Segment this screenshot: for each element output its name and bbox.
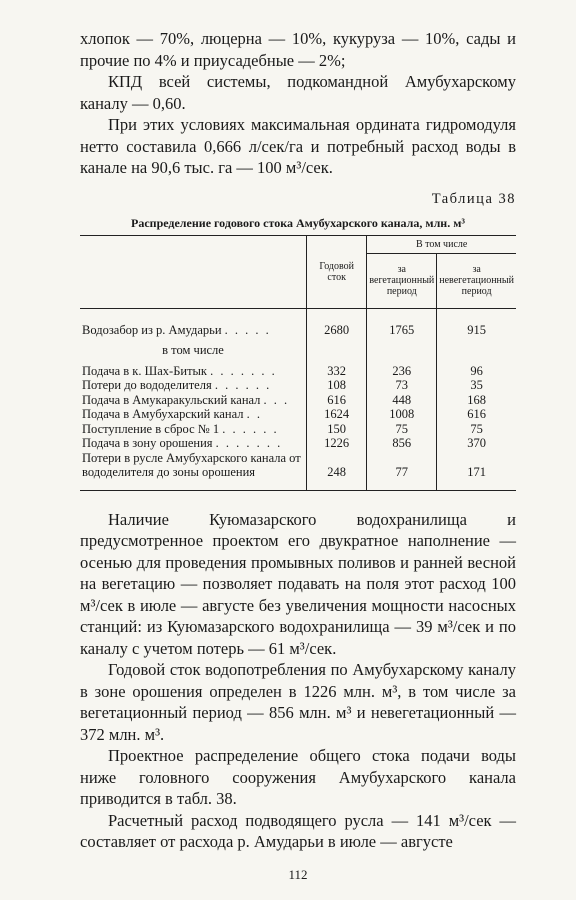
- row-label: Потери в русле Амубухарского канала от вододелителя до зоны орошения: [82, 450, 301, 479]
- table-row: [80, 308, 516, 337]
- paragraph-hydromodule: При этих условиях максимальная ордината гидромодуля нетто составила 0,666 л/сек/га и потребный расход воды в канале на 90,6 тыс. га — 100 м³/сек.: [80, 115, 516, 177]
- table-row: [80, 337, 516, 364]
- table-row: [80, 436, 516, 451]
- header-blank: [80, 235, 307, 308]
- table-row: [80, 364, 516, 379]
- header-annual: Годовой сток: [307, 235, 367, 308]
- header-including: В том числе: [367, 235, 516, 253]
- header-nonveg: за невегетационный период: [437, 253, 516, 308]
- table-caption: Таблица 38: [431, 190, 516, 207]
- cell-veg: 73: [367, 378, 437, 393]
- cell-annual: 1624: [307, 407, 367, 422]
- cell-nonveg: 168: [437, 393, 516, 408]
- cell-annual: 150: [307, 422, 367, 437]
- cell-nonveg: 35: [437, 378, 516, 393]
- cell-nonveg: 96: [437, 364, 516, 379]
- row-label: Подача в зону орошения: [82, 436, 213, 450]
- cell-veg: 77: [367, 451, 437, 491]
- paragraph-efficiency: КПД всей системы, подкомандной Амубухарскому каналу — 0,60.: [80, 72, 516, 113]
- cell-nonveg: 75: [437, 422, 516, 437]
- paragraph-design-flow: Расчетный расход подводящего русла — 141 м³/сек — составляет от расхода р. Амударьи в июле — августе: [80, 810, 516, 851]
- header-veg: за вегетационный период: [367, 253, 437, 308]
- cell-veg: 236: [367, 364, 437, 379]
- row-label: Потери до вододелителя: [82, 378, 212, 392]
- row-subheading: в том числе: [162, 343, 224, 357]
- leader-dots: . .: [246, 407, 262, 421]
- runoff-table: [80, 235, 516, 491]
- cell-veg: 1008: [367, 407, 437, 422]
- leader-dots: . . . . . .: [222, 421, 279, 436]
- row-label: Подача в Амукаракульский канал: [82, 392, 261, 407]
- row-label: Водозабор из р. Амударьи: [82, 322, 222, 337]
- cell-annual: 2680: [307, 308, 367, 337]
- cell-annual: 616: [307, 393, 367, 408]
- cell-nonveg: 915: [437, 308, 516, 337]
- table-title: Распределение годового стока Амубухарского канала, млн. м³: [131, 215, 465, 230]
- row-label: Подача в к. Шах-Битык: [82, 363, 208, 378]
- paragraph-distribution: Проектное распределение общего стока подачи воды ниже головного сооружения Амубухарского канала приводится в табл. 38.: [80, 746, 516, 808]
- cell-nonveg: 370: [437, 436, 516, 451]
- cell-veg: 448: [367, 393, 437, 408]
- leader-dots: . . . . . .: [214, 378, 272, 392]
- leader-dots: . . . . . . .: [215, 436, 283, 450]
- leader-dots: . . . . .: [224, 322, 271, 337]
- paragraph-reservoir: Наличие Куюмазарского водохранилища и предусмотренное проектом его двукратное наполнение — осенью для проведения промывных поливов и ранней весной на вегетацию — позволяет подавать на поля этот расход 100 м³/сек в июле — августе без увеличения мощности насосных станций: из Куюмазарского водохранилища — 39 м³/сек и по каналу с учетом потерь — 61 м³/сек.: [80, 509, 516, 658]
- cell-nonveg: 171: [437, 451, 516, 491]
- leader-dots: . . . . . . .: [210, 363, 277, 378]
- cell-annual: 332: [307, 364, 367, 379]
- paragraph-crops: хлопок — 70%, люцерна — 10%, кукуруза — 10%, сады и прочие по 4% и приусадебные — 2%;: [80, 29, 516, 70]
- cell-veg: 75: [367, 422, 437, 437]
- paragraph-annual-runoff: Годовой сток водопотребления по Амубухарскому каналу в зоне орошения определен в 1226 млн. м³, в том числе за вегетационный период — 856 млн. м³ и невегетационный — 372 млн. м³.: [80, 660, 516, 744]
- cell-annual: 1226: [307, 436, 367, 451]
- cell-annual: 108: [307, 378, 367, 393]
- page-number: 112: [288, 866, 308, 882]
- leader-dots: . . .: [263, 392, 290, 407]
- row-label: Поступление в сброс № 1: [82, 421, 220, 436]
- row-label: Подача в Амубухарский канал: [82, 407, 244, 421]
- table-row: [80, 393, 516, 408]
- table-row: [80, 451, 516, 491]
- table-row: [80, 422, 516, 437]
- table-row: [80, 378, 516, 393]
- cell-veg: 1765: [367, 308, 437, 337]
- cell-nonveg: 616: [437, 407, 516, 422]
- cell-annual: 248: [307, 451, 367, 491]
- table-row: [80, 407, 516, 422]
- document-page: [80, 28, 516, 883]
- cell-veg: 856: [367, 436, 437, 451]
